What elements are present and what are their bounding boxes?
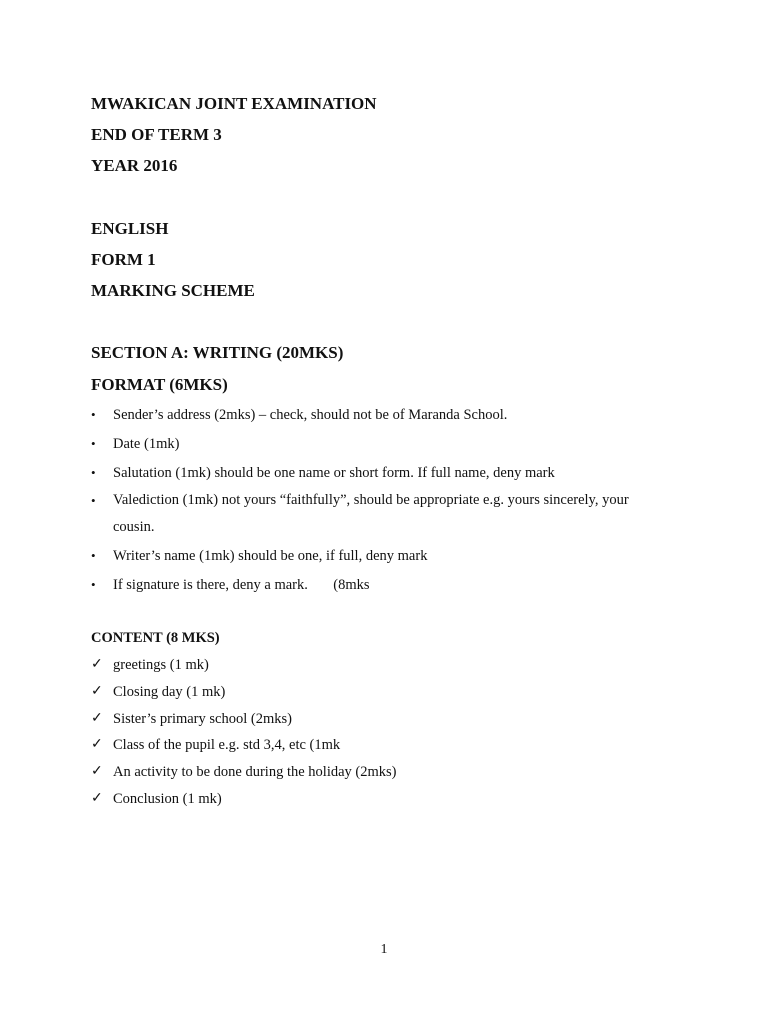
- content-item: [91, 736, 691, 754]
- format-item-text: If signature is there, deny a mark. (8mks: [113, 577, 370, 593]
- content-item-text: An activity to be done during the holiday (2mks): [113, 764, 397, 780]
- format-item-text: Valediction (1mk) not yours “faithfully”, should be appropriate e.g. yours sincerely, your cousin.: [113, 492, 629, 535]
- format-item-text: Sender’s address (2mks) – check, should not be of Maranda School.: [113, 407, 508, 423]
- content-item: [91, 710, 691, 728]
- format-item: [91, 406, 691, 424]
- format-item: [91, 547, 691, 565]
- term-label: END OF TERM 3: [91, 125, 222, 144]
- bullet-icon: •: [91, 407, 96, 422]
- content-item: [91, 763, 691, 781]
- format-title: FORMAT (6MKS): [91, 375, 228, 394]
- checkmark-icon: ✓: [91, 764, 103, 779]
- format-item: [91, 435, 691, 453]
- format-item-text: Writer’s name (1mk) should be one, if full, deny mark: [113, 548, 428, 564]
- format-item-text: Salutation (1mk) should be one name or short form. If full name, deny mark: [113, 465, 555, 481]
- document-type-label: MARKING SCHEME: [91, 281, 255, 300]
- bullet-icon: •: [91, 577, 96, 592]
- exam-title: MWAKICAN JOINT EXAMINATION: [91, 94, 377, 113]
- format-item: [91, 492, 691, 537]
- bullet-icon: •: [91, 436, 96, 451]
- format-item: [91, 576, 691, 594]
- checkmark-icon: ✓: [91, 737, 103, 752]
- bullet-icon: •: [91, 465, 96, 480]
- content-item-text: Closing day (1 mk): [113, 684, 226, 700]
- content-item: [91, 656, 691, 674]
- bullet-icon: •: [91, 548, 96, 563]
- subject-label: ENGLISH: [91, 219, 169, 238]
- form-label: FORM 1: [91, 250, 156, 269]
- checkmark-icon: ✓: [91, 657, 103, 672]
- format-item-text: Date (1mk): [113, 436, 180, 452]
- content-item-text: Class of the pupil e.g. std 3,4, etc (1mk: [113, 737, 341, 753]
- checkmark-icon: ✓: [91, 711, 103, 726]
- content-item: [91, 790, 691, 808]
- section-a-title: SECTION A: WRITING (20MKS): [91, 343, 344, 362]
- bullet-icon: •: [91, 493, 96, 508]
- content-item-text: Sister’s primary school (2mks): [113, 711, 292, 727]
- year-label: YEAR 2016: [91, 156, 178, 175]
- content-item: [91, 683, 691, 701]
- content-item-text: Conclusion (1 mk): [113, 791, 222, 807]
- format-item: [91, 464, 691, 482]
- content-title: CONTENT (8 MKS): [91, 630, 220, 646]
- checkmark-icon: ✓: [91, 791, 103, 806]
- content-item-text: greetings (1 mk): [113, 657, 209, 673]
- page-number: 1: [380, 942, 388, 957]
- checkmark-icon: ✓: [91, 684, 103, 699]
